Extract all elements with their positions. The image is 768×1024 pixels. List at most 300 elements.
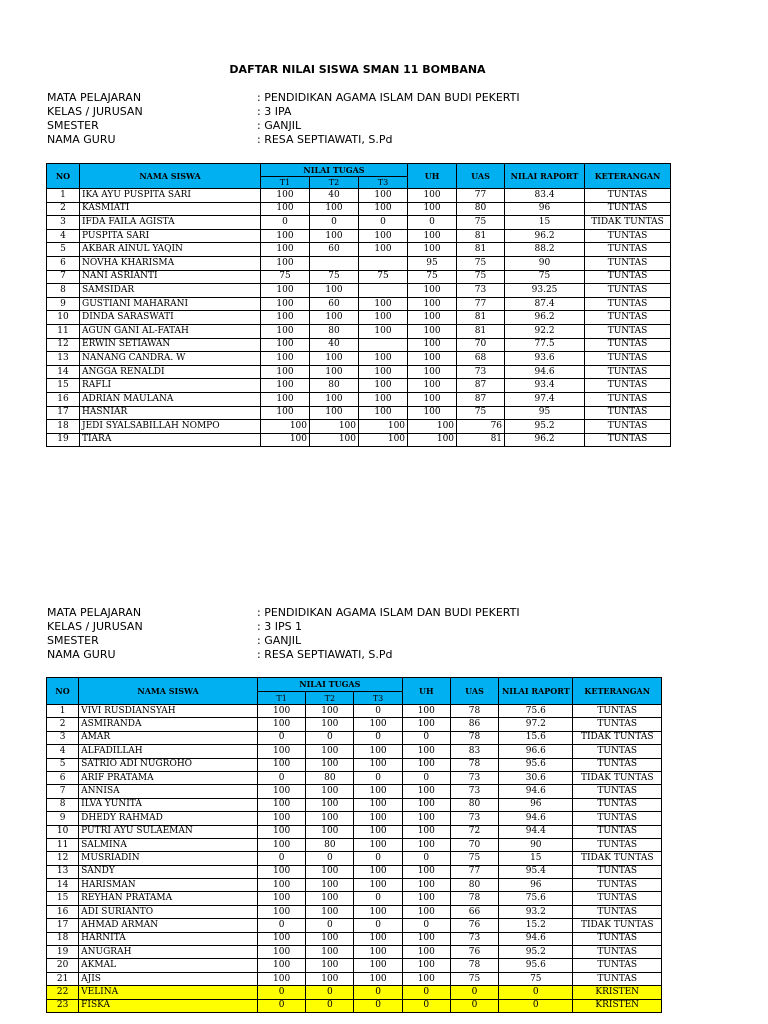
cell-nama: HARISMAN <box>79 879 258 892</box>
cell-uh: 100 <box>408 433 457 447</box>
table-row <box>47 946 662 959</box>
cell-keterangan: TUNTAS <box>585 406 671 420</box>
cell-uh: 0 <box>402 919 450 932</box>
cell-keterangan: TUNTAS <box>573 705 662 718</box>
cell-no: 12 <box>47 338 80 352</box>
cell-t3: 0 <box>354 731 402 744</box>
cell-no: 16 <box>47 392 80 406</box>
cell-no: 15 <box>47 892 79 905</box>
cell-uas: 75 <box>450 972 498 985</box>
cell-t1: 100 <box>258 718 306 731</box>
cell-raport: 95.2 <box>499 946 573 959</box>
cell-uh: 100 <box>408 284 457 298</box>
cell-t3: 100 <box>359 392 408 406</box>
cell-t2: 100 <box>306 865 354 878</box>
cell-no: 6 <box>47 771 79 784</box>
info-row <box>47 620 520 634</box>
info-label: NAMA GURU <box>47 648 116 661</box>
cell-uas: 73 <box>450 932 498 945</box>
table-row <box>47 999 662 1012</box>
cell-raport: 97.4 <box>505 392 585 406</box>
table-row <box>47 243 671 257</box>
cell-no: 9 <box>47 297 80 311</box>
cell-nama: ARIF PRATAMA <box>79 771 258 784</box>
cell-t2: 100 <box>310 311 359 325</box>
cell-t2: 100 <box>306 972 354 985</box>
cell-t1: 100 <box>261 297 310 311</box>
cell-nama: AJIS <box>79 972 258 985</box>
cell-keterangan: KRISTEN <box>573 999 662 1012</box>
cell-keterangan: TUNTAS <box>585 270 671 284</box>
cell-t3: 100 <box>359 420 408 434</box>
cell-no: 3 <box>47 731 79 744</box>
table-row <box>47 324 671 338</box>
cell-t1: 100 <box>258 745 306 758</box>
cell-t2: 100 <box>306 705 354 718</box>
col-header-t1: T1 <box>261 177 310 189</box>
cell-no: 7 <box>47 270 80 284</box>
table-row <box>47 986 662 999</box>
cell-t1: 100 <box>261 365 310 379</box>
cell-raport: 96.6 <box>499 745 573 758</box>
cell-t1: 100 <box>258 879 306 892</box>
cell-t2: 100 <box>306 959 354 972</box>
cell-no: 18 <box>47 932 79 945</box>
info-label: SMESTER <box>47 119 99 132</box>
cell-keterangan: TUNTAS <box>573 745 662 758</box>
cell-t3 <box>359 338 408 352</box>
cell-uh: 100 <box>402 838 450 851</box>
cell-nama: FISKA <box>79 999 258 1012</box>
cell-raport: 15.6 <box>499 731 573 744</box>
cell-t1: 100 <box>258 785 306 798</box>
cell-nama: SALMINA <box>79 838 258 851</box>
cell-raport: 94.6 <box>499 812 573 825</box>
cell-uas: 75 <box>457 256 505 270</box>
table-row <box>47 338 671 352</box>
info-label: MATA PELAJARAN <box>47 606 142 619</box>
cell-keterangan: TUNTAS <box>573 718 662 731</box>
cell-t1: 100 <box>261 420 310 434</box>
cell-uh: 100 <box>402 865 450 878</box>
cell-raport: 96.2 <box>505 311 585 325</box>
col-header-t2: T2 <box>306 692 354 705</box>
cell-uh: 100 <box>402 892 450 905</box>
cell-t1: 100 <box>258 892 306 905</box>
cell-t3: 100 <box>359 229 408 243</box>
cell-keterangan: TUNTAS <box>573 892 662 905</box>
cell-keterangan: TUNTAS <box>573 946 662 959</box>
cell-t2: 100 <box>306 745 354 758</box>
cell-no: 2 <box>47 202 80 216</box>
info-row <box>47 91 520 105</box>
col-header-keterangan: KETERANGAN <box>585 164 671 189</box>
cell-t3: 100 <box>359 297 408 311</box>
cell-t1: 0 <box>258 852 306 865</box>
cell-uas: 75 <box>457 216 505 230</box>
cell-nama: DHEDY RAHMAD <box>79 812 258 825</box>
cell-uh: 100 <box>402 718 450 731</box>
cell-t1: 100 <box>261 338 310 352</box>
cell-uh: 100 <box>402 705 450 718</box>
cell-t1: 100 <box>258 959 306 972</box>
cell-uas: 73 <box>450 812 498 825</box>
cell-t3: 100 <box>354 718 402 731</box>
cell-raport: 96 <box>505 202 585 216</box>
grade-table-ipa <box>46 163 671 447</box>
col-header-no: NO <box>47 164 80 189</box>
cell-no: 22 <box>47 986 79 999</box>
cell-t3: 100 <box>354 798 402 811</box>
table-row <box>47 352 671 366</box>
cell-t2: 100 <box>306 758 354 771</box>
cell-uh: 100 <box>402 812 450 825</box>
table-row <box>47 972 662 985</box>
cell-uas: 81 <box>457 229 505 243</box>
cell-t2: 80 <box>306 771 354 784</box>
cell-nama: MUSRIADIN <box>79 852 258 865</box>
table-row <box>47 959 662 972</box>
cell-t1: 100 <box>258 825 306 838</box>
cell-t2: 40 <box>310 189 359 203</box>
cell-uh: 0 <box>402 999 450 1012</box>
cell-t2: 100 <box>306 946 354 959</box>
cell-t3: 100 <box>354 865 402 878</box>
cell-uh: 0 <box>402 986 450 999</box>
cell-t3: 0 <box>359 216 408 230</box>
table-row <box>47 812 662 825</box>
col-header-t3: T3 <box>359 177 408 189</box>
cell-nama: SATRIO ADI NUGROHO <box>79 758 258 771</box>
info-row <box>47 105 520 119</box>
cell-t1: 0 <box>261 216 310 230</box>
cell-t2: 80 <box>310 324 359 338</box>
info-row <box>47 648 520 662</box>
cell-nama: ERWIN SETIAWAN <box>80 338 261 352</box>
table-row <box>47 932 662 945</box>
cell-raport: 96 <box>499 798 573 811</box>
table-row <box>47 919 662 932</box>
cell-no: 13 <box>47 352 80 366</box>
cell-keterangan: TUNTAS <box>585 202 671 216</box>
table-row <box>47 865 662 878</box>
cell-uh: 100 <box>402 798 450 811</box>
cell-t2: 0 <box>310 216 359 230</box>
cell-t3: 100 <box>359 189 408 203</box>
page-title: DAFTAR NILAI SISWA SMAN 11 BOMBANA <box>229 63 486 76</box>
cell-uh: 100 <box>402 745 450 758</box>
cell-t1: 0 <box>258 731 306 744</box>
cell-uas: 76 <box>450 946 498 959</box>
cell-uas: 77 <box>450 865 498 878</box>
info-row <box>47 119 520 133</box>
cell-uh: 100 <box>402 785 450 798</box>
cell-keterangan: TUNTAS <box>585 379 671 393</box>
cell-raport: 75.6 <box>499 892 573 905</box>
cell-t2 <box>310 256 359 270</box>
cell-uas: 86 <box>450 718 498 731</box>
cell-raport: 90 <box>499 838 573 851</box>
cell-keterangan: TUNTAS <box>585 420 671 434</box>
col-header-nilai-tugas: NILAI TUGAS <box>261 164 408 177</box>
cell-nama: NOVHA KHARISMA <box>80 256 261 270</box>
cell-uas: 68 <box>457 352 505 366</box>
cell-no: 1 <box>47 705 79 718</box>
cell-raport: 83.4 <box>505 189 585 203</box>
cell-t1: 100 <box>261 189 310 203</box>
cell-uas: 0 <box>450 999 498 1012</box>
cell-raport: 96.2 <box>505 229 585 243</box>
cell-keterangan: TUNTAS <box>573 812 662 825</box>
cell-uh: 100 <box>408 324 457 338</box>
cell-no: 11 <box>47 324 80 338</box>
table-row <box>47 256 671 270</box>
info-value: : 3 IPA <box>257 105 292 118</box>
grade-table-ips <box>46 677 662 1013</box>
cell-t3: 100 <box>354 812 402 825</box>
cell-uas: 73 <box>450 785 498 798</box>
cell-nama: RAFLI <box>80 379 261 393</box>
col-header-nilai-tugas: NILAI TUGAS <box>258 678 403 692</box>
table-row <box>47 785 662 798</box>
cell-no: 20 <box>47 959 79 972</box>
table-row <box>47 798 662 811</box>
cell-t3: 0 <box>354 986 402 999</box>
cell-t1: 100 <box>258 946 306 959</box>
cell-t3: 100 <box>354 745 402 758</box>
cell-keterangan: TUNTAS <box>585 365 671 379</box>
col-header-nama: NAMA SISWA <box>80 164 261 189</box>
cell-raport: 94.6 <box>499 932 573 945</box>
cell-t3: 0 <box>354 892 402 905</box>
cell-t2: 100 <box>306 718 354 731</box>
cell-keterangan: TUNTAS <box>585 256 671 270</box>
cell-no: 10 <box>47 311 80 325</box>
cell-uh: 100 <box>408 352 457 366</box>
cell-keterangan: TUNTAS <box>585 243 671 257</box>
cell-t1: 100 <box>258 798 306 811</box>
cell-t2: 80 <box>310 379 359 393</box>
cell-uas: 70 <box>450 838 498 851</box>
cell-t3: 100 <box>359 379 408 393</box>
cell-uh: 100 <box>408 202 457 216</box>
cell-raport: 95.4 <box>499 865 573 878</box>
cell-keterangan: TUNTAS <box>573 798 662 811</box>
info-row <box>47 634 520 648</box>
cell-keterangan: TIDAK TUNTAS <box>573 919 662 932</box>
table-row <box>47 420 671 434</box>
cell-t2: 100 <box>306 812 354 825</box>
cell-uas: 0 <box>450 986 498 999</box>
cell-t1: 100 <box>258 865 306 878</box>
cell-uas: 81 <box>457 243 505 257</box>
cell-no: 12 <box>47 852 79 865</box>
info-value: : GANJIL <box>257 634 302 647</box>
cell-raport: 94.6 <box>505 365 585 379</box>
cell-t3: 100 <box>359 202 408 216</box>
cell-nama: ILVA YUNITA <box>79 798 258 811</box>
cell-no: 5 <box>47 243 80 257</box>
cell-t2: 100 <box>310 284 359 298</box>
cell-no: 17 <box>47 919 79 932</box>
cell-raport: 0 <box>499 999 573 1012</box>
cell-uas: 76 <box>457 420 505 434</box>
cell-no: 11 <box>47 838 79 851</box>
cell-uh: 100 <box>402 825 450 838</box>
cell-t1: 100 <box>261 229 310 243</box>
cell-raport: 95.6 <box>499 959 573 972</box>
cell-uh: 100 <box>402 959 450 972</box>
cell-raport: 75.6 <box>499 705 573 718</box>
col-header-uas: UAS <box>450 678 498 705</box>
cell-no: 18 <box>47 420 80 434</box>
cell-uh: 0 <box>402 852 450 865</box>
cell-t3: 100 <box>359 311 408 325</box>
cell-t3: 100 <box>354 959 402 972</box>
table-row <box>47 838 662 851</box>
cell-keterangan: TUNTAS <box>573 838 662 851</box>
info-value: : PENDIDIKAN AGAMA ISLAM DAN BUDI PEKERTI <box>257 606 520 619</box>
cell-keterangan: TUNTAS <box>585 189 671 203</box>
cell-keterangan: TUNTAS <box>573 905 662 918</box>
cell-t3: 100 <box>354 946 402 959</box>
cell-t2: 100 <box>310 406 359 420</box>
cell-uh: 75 <box>408 270 457 284</box>
cell-uh: 100 <box>408 189 457 203</box>
cell-t2: 100 <box>310 433 359 447</box>
cell-t3: 100 <box>359 352 408 366</box>
col-header-no: NO <box>47 678 79 705</box>
cell-nama: GUSTIANI MAHARANI <box>80 297 261 311</box>
table-row <box>47 311 671 325</box>
cell-uas: 81 <box>457 311 505 325</box>
cell-t1: 100 <box>258 705 306 718</box>
cell-t3 <box>359 256 408 270</box>
cell-t1: 100 <box>261 202 310 216</box>
cell-keterangan: TIDAK TUNTAS <box>585 216 671 230</box>
cell-uas: 73 <box>450 771 498 784</box>
col-header-t2: T2 <box>310 177 359 189</box>
info-value: : PENDIDIKAN AGAMA ISLAM DAN BUDI PEKERTI <box>257 91 520 104</box>
cell-t1: 0 <box>258 771 306 784</box>
cell-uas: 80 <box>450 879 498 892</box>
cell-t3: 100 <box>354 825 402 838</box>
cell-t3 <box>359 284 408 298</box>
table-row <box>47 745 662 758</box>
cell-no: 19 <box>47 946 79 959</box>
cell-no: 4 <box>47 229 80 243</box>
cell-t1: 100 <box>258 932 306 945</box>
table-row <box>47 905 662 918</box>
col-header-keterangan: KETERANGAN <box>573 678 662 705</box>
cell-nama: JEDI SYALSABILLAH NOMPO <box>80 420 261 434</box>
cell-no: 10 <box>47 825 79 838</box>
col-header-uh: UH <box>408 164 457 189</box>
cell-t2: 0 <box>306 731 354 744</box>
cell-uas: 81 <box>457 324 505 338</box>
cell-t2: 0 <box>306 852 354 865</box>
cell-no: 8 <box>47 798 79 811</box>
table-row <box>47 892 662 905</box>
col-header-nama: NAMA SISWA <box>79 678 258 705</box>
cell-uh: 100 <box>408 338 457 352</box>
cell-nama: TIARA <box>80 433 261 447</box>
cell-no: 1 <box>47 189 80 203</box>
cell-uh: 100 <box>408 311 457 325</box>
cell-nama: NANI ASRIANTI <box>80 270 261 284</box>
cell-uh: 100 <box>408 392 457 406</box>
cell-t2: 75 <box>310 270 359 284</box>
cell-raport: 15 <box>505 216 585 230</box>
cell-t2: 0 <box>306 919 354 932</box>
table-row <box>47 229 671 243</box>
cell-t3: 100 <box>354 785 402 798</box>
info-value: : GANJIL <box>257 119 302 132</box>
cell-raport: 93.25 <box>505 284 585 298</box>
cell-raport: 96.2 <box>505 433 585 447</box>
col-header-uh: UH <box>402 678 450 705</box>
cell-raport: 94.6 <box>499 785 573 798</box>
cell-uas: 83 <box>450 745 498 758</box>
cell-raport: 97.2 <box>499 718 573 731</box>
cell-nama: HARNITA <box>79 932 258 945</box>
cell-nama: KASMIATI <box>80 202 261 216</box>
info-label: KELAS / JURUSAN <box>47 105 143 118</box>
cell-nama: ANUGRAH <box>79 946 258 959</box>
cell-keterangan: TUNTAS <box>585 433 671 447</box>
cell-uh: 0 <box>402 771 450 784</box>
cell-t1: 100 <box>261 392 310 406</box>
cell-t2: 100 <box>306 892 354 905</box>
cell-nama: PUTRI AYU SULAEMAN <box>79 825 258 838</box>
cell-uh: 100 <box>408 243 457 257</box>
cell-t3: 100 <box>359 365 408 379</box>
cell-no: 21 <box>47 972 79 985</box>
table-row <box>47 189 671 203</box>
cell-nama: IKA AYU PUSPITA SARI <box>80 189 261 203</box>
cell-nama: AHMAD ARMAN <box>79 919 258 932</box>
cell-no: 23 <box>47 999 79 1012</box>
cell-keterangan: TUNTAS <box>585 324 671 338</box>
table-row <box>47 202 671 216</box>
cell-t1: 0 <box>258 919 306 932</box>
cell-uas: 75 <box>457 270 505 284</box>
table-row <box>47 825 662 838</box>
cell-keterangan: TUNTAS <box>585 229 671 243</box>
cell-raport: 95 <box>505 406 585 420</box>
cell-uh: 0 <box>402 731 450 744</box>
cell-uh: 100 <box>402 972 450 985</box>
cell-uas: 81 <box>457 433 505 447</box>
cell-t2: 100 <box>306 879 354 892</box>
cell-nama: IFDA FAILA AGISTA <box>80 216 261 230</box>
cell-no: 2 <box>47 718 79 731</box>
cell-t2: 40 <box>310 338 359 352</box>
cell-no: 14 <box>47 365 80 379</box>
cell-t1: 100 <box>261 243 310 257</box>
cell-nama: PUSPITA SARI <box>80 229 261 243</box>
cell-t2: 100 <box>310 365 359 379</box>
cell-t2: 100 <box>310 202 359 216</box>
cell-no: 19 <box>47 433 80 447</box>
cell-t2: 60 <box>310 243 359 257</box>
col-header-uas: UAS <box>457 164 505 189</box>
cell-keterangan: TIDAK TUNTAS <box>573 731 662 744</box>
table-row <box>47 852 662 865</box>
cell-t2: 100 <box>310 392 359 406</box>
cell-uh: 0 <box>408 216 457 230</box>
cell-t1: 100 <box>261 406 310 420</box>
